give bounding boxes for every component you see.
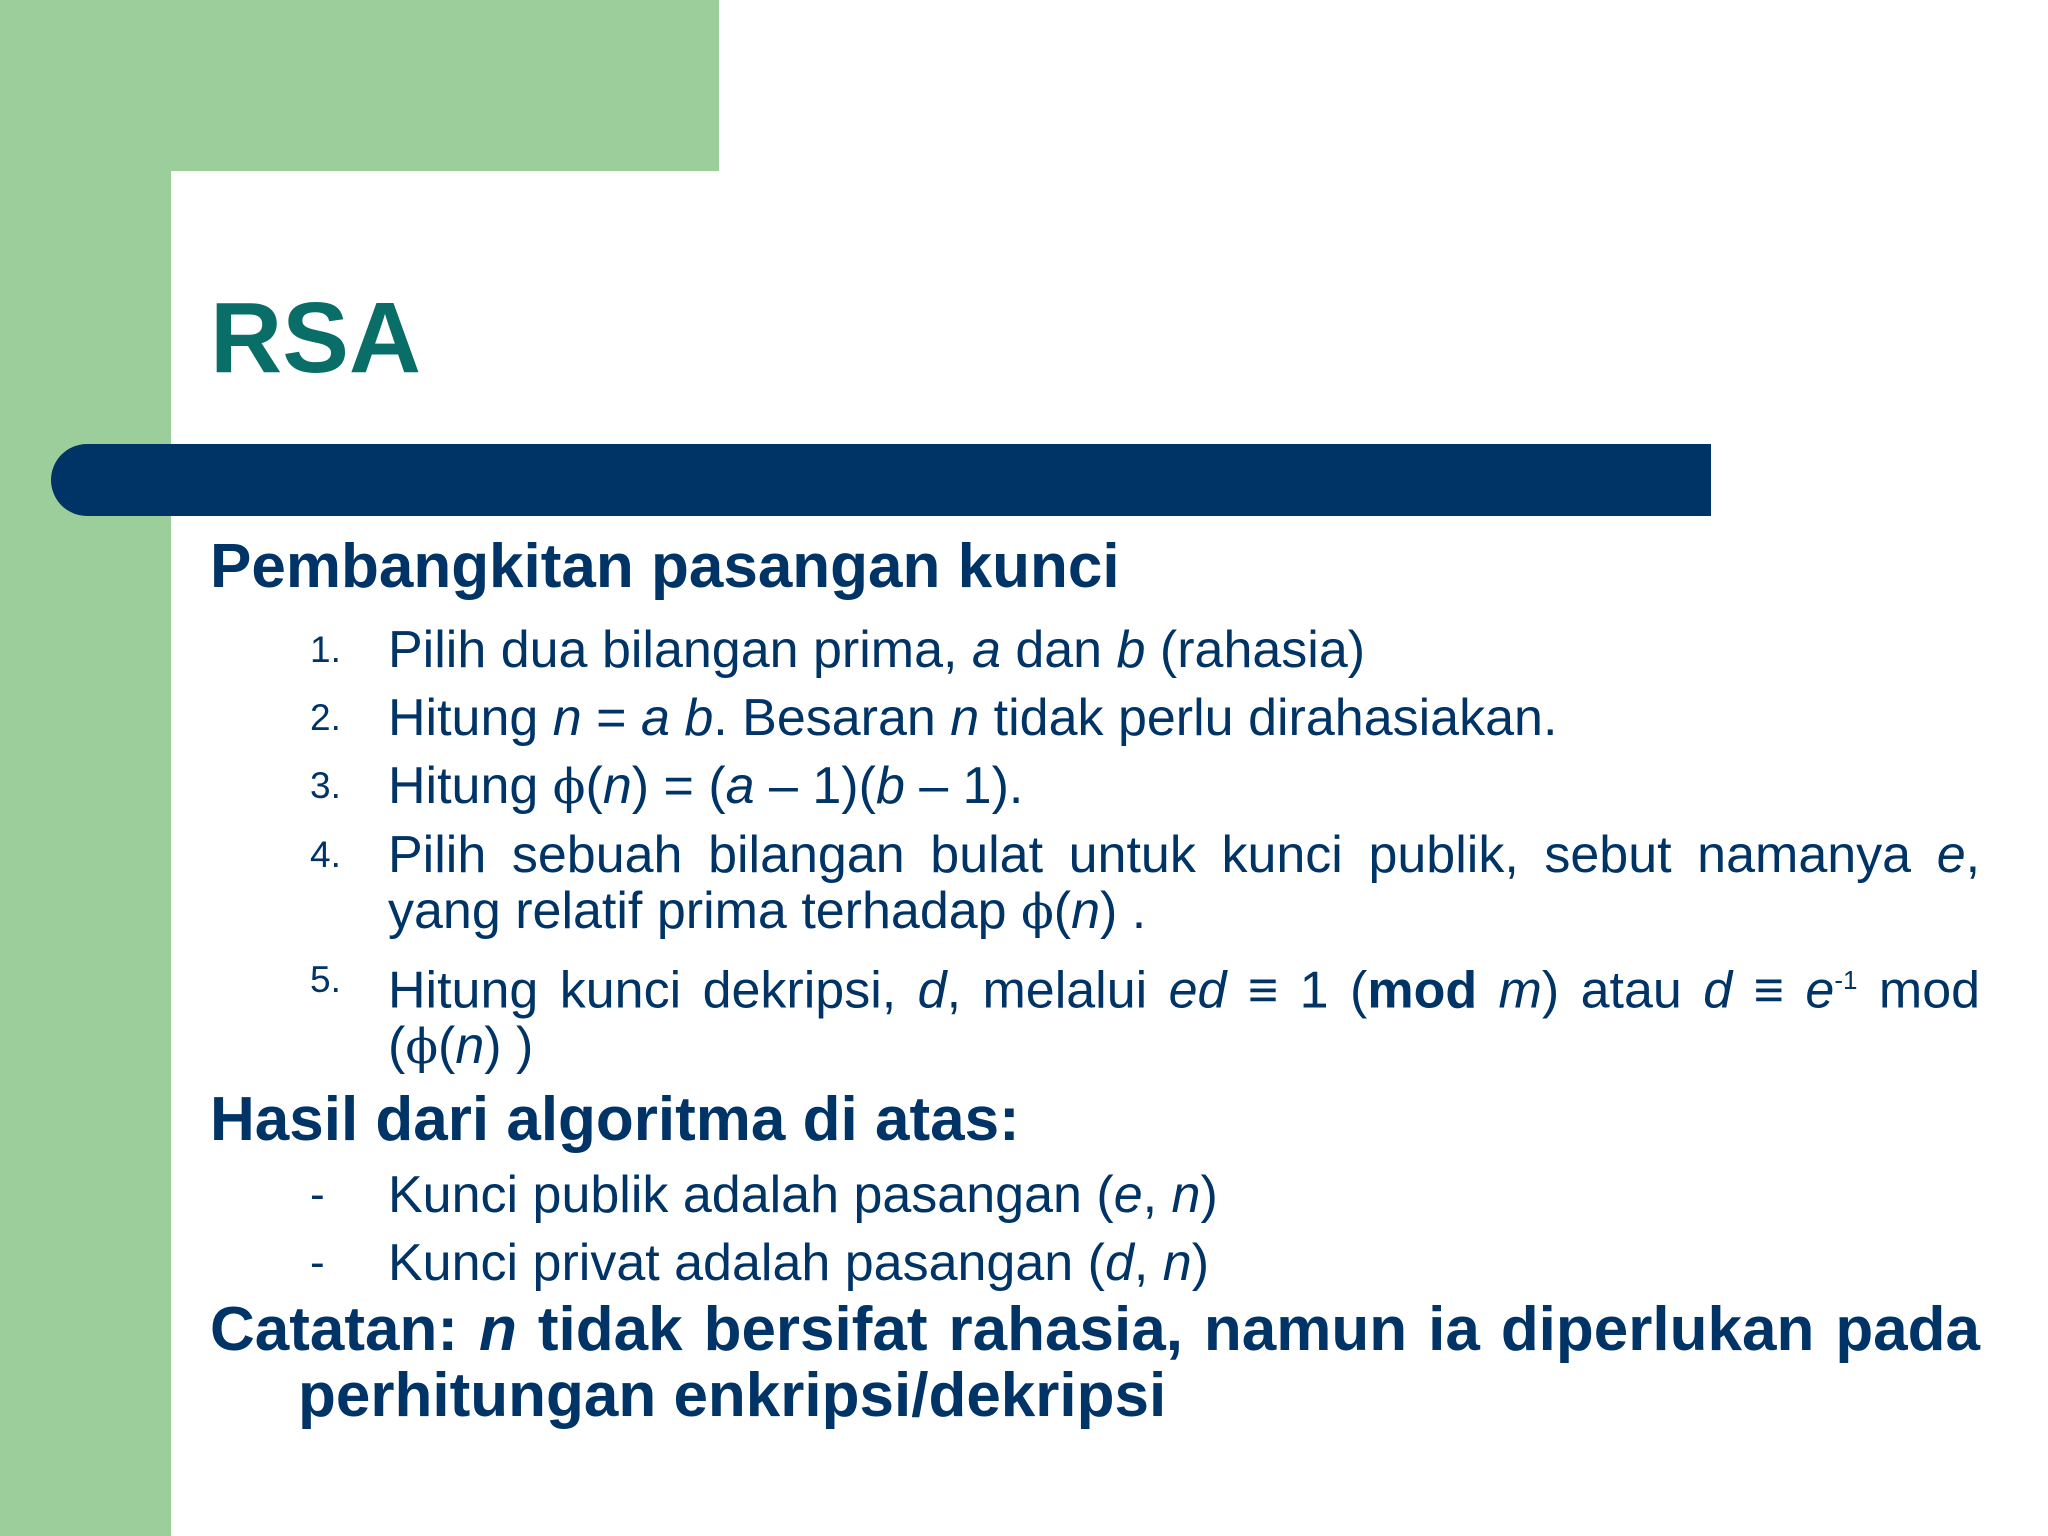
list-item-text: Hitung kunci dekripsi, d, melalui ed ≡ 1 (mod m) atau $d \equiv e^{-1}$ mod (ϕ(n) ) — [388, 961, 1981, 1076]
result-list — [210, 1167, 1980, 1291]
key-generation-steps — [210, 622, 1980, 1075]
section-heading-key-generation: Pembangkitan pasangan kunci — [210, 532, 1120, 601]
list-item-text: Hitung ϕ(n) = (a – 1)(b – 1). — [388, 757, 1024, 815]
green-left-strip — [0, 0, 171, 1536]
list-number: 3. — [310, 765, 341, 806]
list-item-text: Pilih sebuah bilangan bulat untuk kunci publik, sebut namanya e, yang relatif prima terhadap ϕ(n) . — [388, 826, 1981, 940]
note-text: n tidak bersifat rahasia, namun ia diperlukan pada perhitungan enkripsi/dekripsi — [298, 1295, 1981, 1431]
list-item — [210, 1167, 1980, 1223]
list-item — [210, 1235, 1980, 1291]
slide-title: RSA — [210, 282, 422, 394]
list-number: 5. — [310, 959, 341, 1000]
list-item-text: Kunci publik adalah pasangan (e, n) — [388, 1166, 1218, 1225]
list-number: 1. — [310, 629, 341, 670]
list-dash: - — [310, 1238, 325, 1288]
list-item — [210, 952, 1980, 1075]
list-dash: - — [310, 1170, 325, 1220]
title-underline-bar — [51, 444, 1711, 516]
list-number: 4. — [310, 834, 341, 875]
list-item — [210, 622, 1980, 678]
section-heading-results: Hasil dari algoritma di atas: — [210, 1085, 1020, 1155]
list-item — [210, 690, 1980, 746]
list-item-text: Pilih dua bilangan prima, a dan b (rahasia) — [388, 621, 1366, 679]
note-paragraph — [210, 1297, 1980, 1429]
list-item-text: Kunci privat adalah pasangan (d, n) — [388, 1234, 1210, 1293]
list-item — [210, 758, 1980, 815]
list-item — [210, 827, 1980, 940]
note-label: Catatan: — [210, 1295, 459, 1365]
list-item-text: Hitung n = a b. Besaran n tidak perlu dirahasiakan. — [388, 689, 1558, 747]
list-number: 2. — [310, 697, 341, 738]
slide-content — [210, 532, 1980, 1429]
